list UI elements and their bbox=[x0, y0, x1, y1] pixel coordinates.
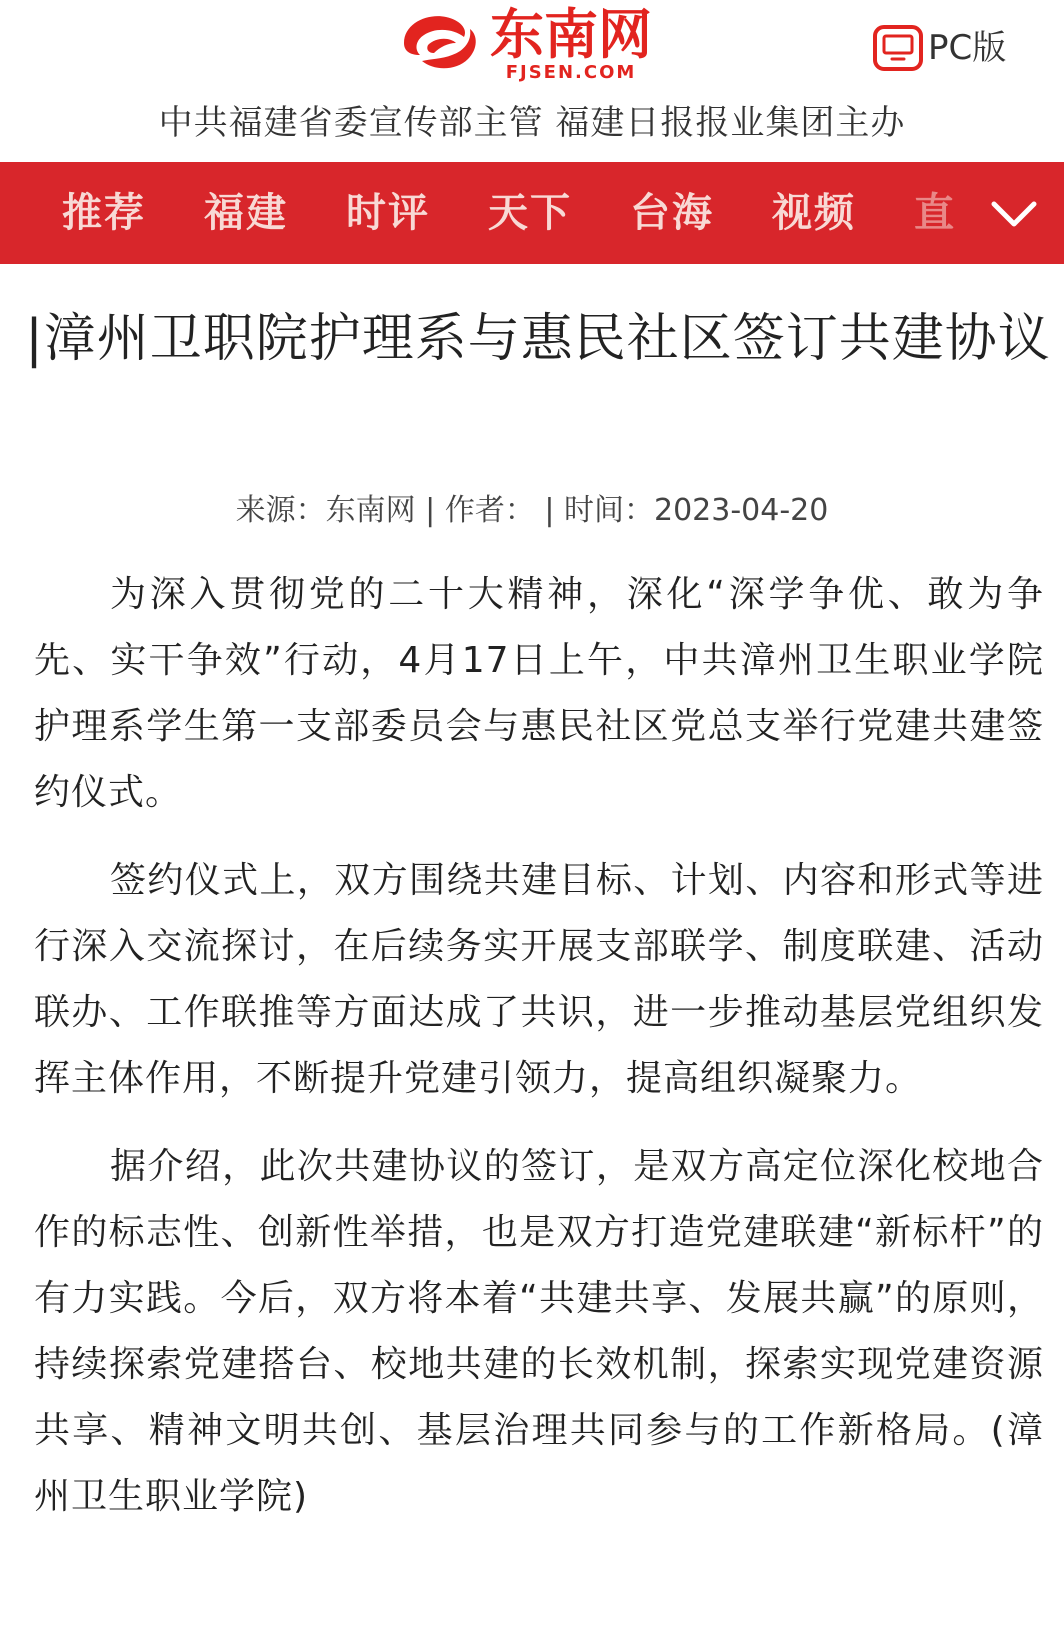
logo-english: FJSEN.COM bbox=[505, 62, 637, 83]
nav-item-live[interactable]: 直 bbox=[914, 190, 956, 236]
logo-text bbox=[490, 3, 652, 83]
article-body bbox=[34, 562, 1044, 1552]
nav-item-commentary[interactable]: 时评 bbox=[346, 190, 430, 236]
monitor-icon bbox=[872, 24, 924, 72]
nav-item-fujian[interactable]: 福建 bbox=[204, 190, 288, 236]
nav-item-taiwan-strait[interactable]: 台海 bbox=[630, 190, 714, 236]
nav-item-video[interactable]: 视频 bbox=[772, 190, 856, 236]
article-meta: 来源：东南网 | 作者： | 时间：2023-04-20 bbox=[235, 493, 829, 528]
article-paragraph: 为深入贯彻党的二十大精神，深化“深学争优、敢为争先、实干争效”行动，4月17日上午，中共漳州卫生职业学院护理系学生第一支部委员会与惠民社区党总支举行党建共建签约仪式。 bbox=[34, 574, 1044, 813]
nav-item-recommend[interactable]: 推荐 bbox=[62, 190, 146, 236]
article-paragraph: 签约仪式上，双方围绕共建目标、计划、内容和形式等进行深入交流探讨，在后续务实开展支部联学、制度联建、活动联办、工作联推等方面达成了共识，进一步推动基层党组织发挥主体作用，不断提升党建引领力，提高组织凝聚力。 bbox=[34, 860, 1044, 1099]
site-logo[interactable] bbox=[398, 4, 652, 86]
pc-version-button[interactable] bbox=[872, 22, 1006, 74]
chevron-down-icon[interactable] bbox=[988, 188, 1040, 240]
channel-nav-list bbox=[0, 162, 980, 264]
fjsen-logo-icon bbox=[398, 9, 484, 81]
article-title: |漳州卫职院护理系与惠民社区签订共建协议 bbox=[25, 309, 1051, 369]
logo-chinese: 东南网 bbox=[490, 3, 652, 66]
article-paragraph: 据介绍，此次共建协议的签订，是双方高定位深化校地合作的标志性、创新性举措，也是双方打造党建联建“新标杆”的有力实践。今后，双方将本着“共建共享、发展共赢”的原则，持续探索党建搭台、校地共建的长效机制，探索实现党建资源共享、精神文明共创、基层治理共同参与的工作新格局。(漳州卫生职业学院) bbox=[34, 1146, 1044, 1517]
nav-item-world[interactable]: 天下 bbox=[488, 190, 572, 236]
channel-nav bbox=[0, 162, 1064, 264]
site-tagline: 中共福建省委宣传部主管 福建日报报业集团主办 bbox=[158, 103, 906, 143]
pc-version-label: PC版 bbox=[928, 28, 1007, 68]
site-header bbox=[0, 0, 1064, 162]
